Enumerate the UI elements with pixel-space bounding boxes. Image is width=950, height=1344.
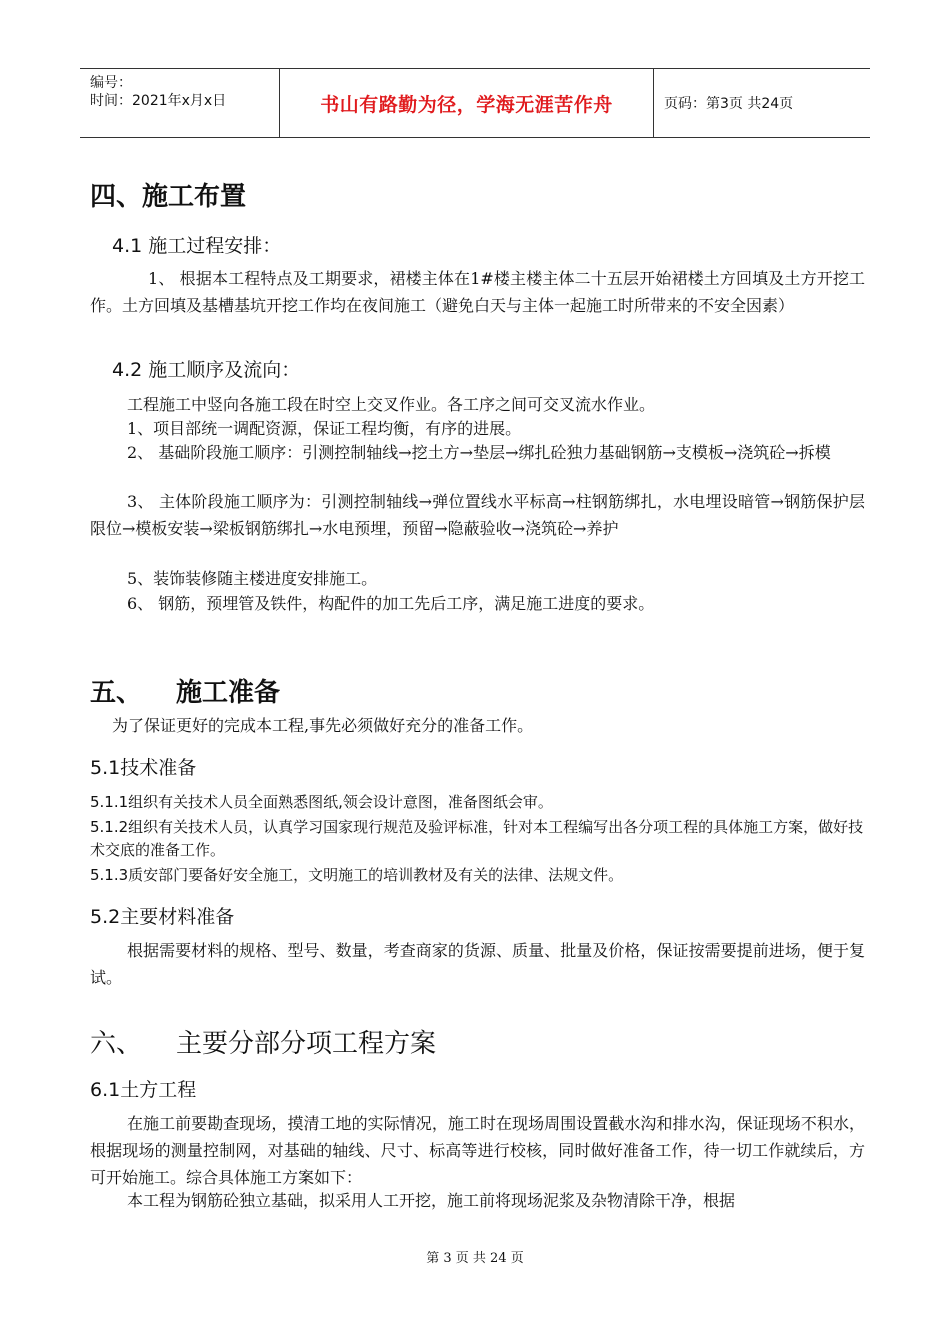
paragraph-4-2-item5: 5、装饰装修随主楼进度安排施工。	[127, 569, 378, 588]
section-6-number: 六、	[90, 1029, 143, 1059]
paragraph-5-1-2: 5.1.2组织有关技术人员，认真学习国家现行规范及验评标准，针对本工程编写出各分项工程的具体施工方案，做好技术交底的准备工作。	[90, 818, 864, 859]
heading-5-1: 5.1技术准备	[90, 757, 197, 779]
heading-5-2: 5.2主要材料准备	[90, 906, 235, 928]
header-page-cell	[654, 69, 870, 137]
paragraph-4-2-item3: 3、 主体阶段施工顺序为：引测控制轴线→弹位置线水平标高→柱钢筋绑扎，水电埋设暗管→钢筋保护层限位→模板安装→梁板钢筋绑扎→水电预埋，预留→隐蔽验收→浇筑砼→养护	[90, 492, 865, 538]
paragraph-4-2-item1: 1、项目部统一调配资源，保证工程均衡，有序的进展。	[127, 419, 522, 438]
heading-4-2: 4.2 施工顺序及流向：	[112, 359, 301, 381]
paragraph-6-1-a: 在施工前要勘查现场，摸清工地的实际情况，施工时在现场周围设置截水沟和排水沟，保证现场不积水，根据现场的测量控制网，对基础的轴线、尺寸、标高等进行校核，同时做好准备工作，待一切工作就续后，方可开始施工。综合具体施工方案如下：	[90, 1114, 865, 1187]
motto-text: 书山有路勤为径，学海无涯苦作舟	[320, 93, 613, 116]
section-5-text: 施工准备	[176, 678, 281, 708]
date-label: 时间：2021年x月x日	[90, 93, 227, 109]
serial-number-label: 编号：	[90, 75, 132, 91]
header-info-cell	[80, 69, 280, 137]
section-6-title	[90, 1023, 865, 1060]
page-footer: 第 3 页 共 24 页	[426, 1251, 524, 1266]
paragraph-5-2: 根据需要材料的规格、型号、数量，考查商家的货源、质量、批量及价格，保证按需要提前进场，便于复试。	[90, 941, 865, 987]
section-4-title: 四、施工布置	[90, 182, 247, 212]
section-6-text: 主要分部分项工程方案	[176, 1029, 437, 1059]
paragraph-4-2-item2: 2、 基础阶段施工顺序：引测控制轴线→挖土方→垫层→绑扎砼独力基础钢筋→支模板→浇筑砼→拆模	[127, 443, 831, 462]
heading-4-1: 4.1 施工过程安排：	[112, 235, 282, 257]
section-5-number: 五、	[90, 678, 143, 708]
paragraph-5-1-1: 5.1.1组织有关技术人员全面熟悉图纸,领会设计意图，准备图纸会审。	[90, 793, 553, 811]
page-info: 页码：第3页 共24页	[664, 96, 794, 112]
paragraph-4-2-intro: 工程施工中竖向各施工段在时空上交叉作业。各工序之间可交叉流水作业。	[127, 395, 656, 414]
page-header-table	[80, 68, 870, 138]
heading-6-1: 6.1土方工程	[90, 1079, 197, 1101]
header-motto-cell	[280, 69, 654, 137]
paragraph-6-1-b: 本工程为钢筋砼独立基础，拟采用人工开挖，施工前将现场泥浆及杂物清除干净，根据	[127, 1191, 736, 1210]
section-5-title	[90, 672, 865, 709]
paragraph-4-1: 1、 根据本工程特点及工期要求，裙楼主体在1#楼主楼主体二十五层开始裙楼土方回填及土方开挖工作。土方回填及基槽基坑开挖工作均在夜间施工（避免白天与主体一起施工时所带来的不安全因素）	[90, 269, 865, 315]
paragraph-5-1-3: 5.1.3质安部门要备好安全施工，文明施工的培训教材及有关的法律、法规文件。	[90, 866, 624, 884]
section-5-intro: 为了保证更好的完成本工程,事先必须做好充分的准备工作。	[112, 716, 534, 735]
paragraph-4-2-item6: 6、 钢筋，预埋管及铁件，构配件的加工先后工序，满足施工进度的要求。	[127, 594, 655, 613]
